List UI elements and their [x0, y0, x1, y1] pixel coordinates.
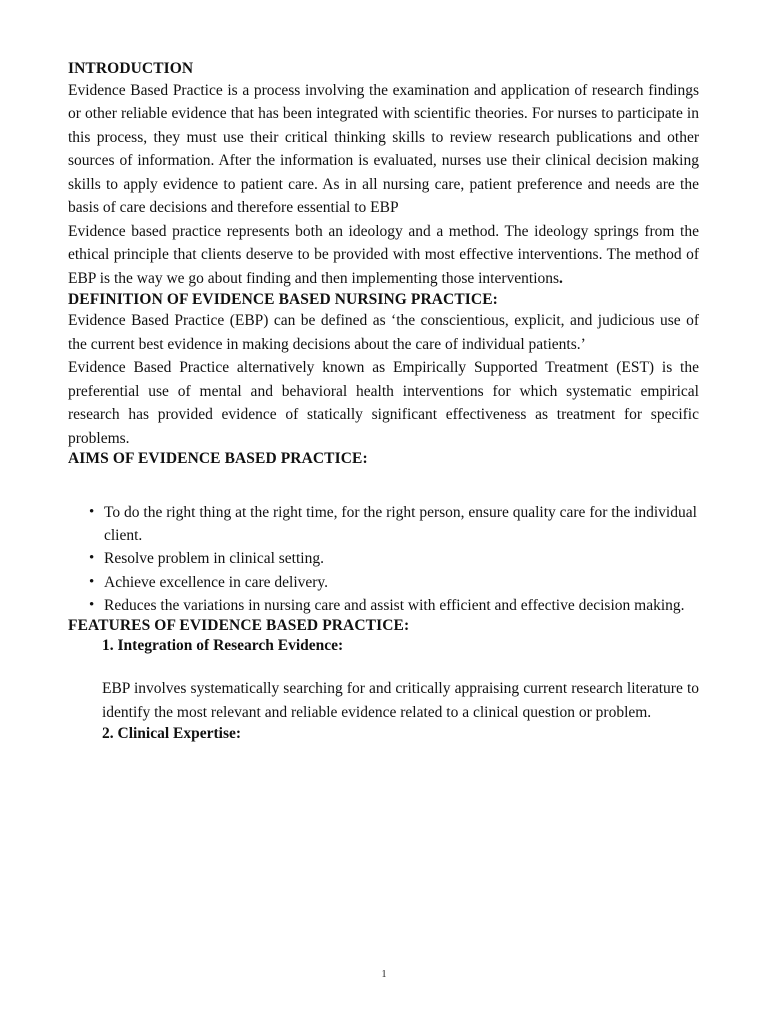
list-item: • Reduces the variations in nursing care and assist with efficient and effective decision making. [68, 594, 699, 617]
introduction-paragraph-2-period: . [559, 269, 563, 287]
list-item: • Resolve problem in clinical setting. [68, 547, 699, 570]
feature-item-2 [102, 724, 699, 744]
introduction-paragraph-2 [68, 220, 699, 291]
introduction-paragraph-2-text: Evidence based practice represents both an ideology and a method. The ideology springs from the ethical principle that clients deserve to be provided with most effective interventions. The method of EBP is the way we go about finding and then implementing those interventions [68, 222, 699, 287]
feature-2-heading: 2. Clinical Expertise: [102, 725, 242, 743]
aims-bullet-list [68, 501, 699, 617]
list-item: • Achieve excellence in care delivery. [68, 571, 699, 594]
heading-features: FEATURES OF EVIDENCE BASED PRACTICE: [68, 617, 410, 635]
feature-item-1 [102, 636, 699, 724]
heading-introduction: INTRODUCTION [68, 60, 194, 77]
heading-aims: AIMS OF EVIDENCE BASED PRACTICE: [68, 450, 368, 468]
list-item: • To do the right thing at the right time, for the right person, ensure quality care for the individual client. [68, 501, 699, 548]
page-content [68, 0, 699, 744]
introduction-section [68, 0, 699, 79]
feature-1-body: EBP involves systematically searching for and critically appraising current research literature to identify the most relevant and reliable evidence related to a clinical question or problem. [102, 679, 699, 721]
definition-paragraph-2: Evidence Based Practice alternatively known as Empirically Supported Treatment (EST) is the preferential use of mental and behavioral health interventions for which systematic empirical research has provided evidence of statically significant effectiveness as treatment for specific problems. [68, 359, 699, 447]
introduction-paragraph-1: Evidence Based Practice is a process involving the examination and application of research findings or other reliable evidence that has been integrated with scientific theories. For nurses to participate in this process, they must use their critical thinking skills to review research publications and other sources of information. After the information is evaluated, nurses use their clinical decision making skills to apply evidence to patient care. As in all nursing care, patient preference and needs are the basis of care decisions and therefore essential to EBP [68, 81, 699, 217]
definition-paragraph-1: Evidence Based Practice (EBP) can be defined as ‘the conscientious, explicit, and judicious use of the current best evidence in making decisions about the care of individual patients.’ [68, 312, 699, 353]
feature-1-heading: 1. Integration of Research Evidence: [102, 636, 344, 654]
page-number: 1 [381, 969, 387, 980]
heading-definition: DEFINITION OF EVIDENCE BASED NURSING PRACTICE: [68, 290, 498, 308]
